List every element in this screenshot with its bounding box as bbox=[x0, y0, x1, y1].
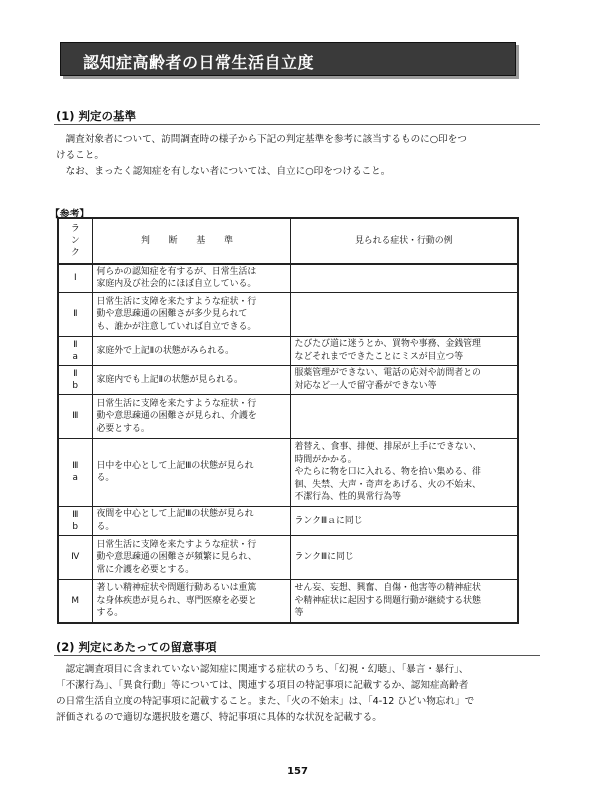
header-symptoms: 見られる症状・行動の例 bbox=[290, 218, 518, 264]
symptoms-cell bbox=[290, 438, 518, 506]
symptoms-line: 着替え、食事、排便、排尿が上手にできない、 bbox=[294, 442, 482, 453]
rank-label: Ⅱ bbox=[73, 339, 78, 350]
rank-cell bbox=[58, 535, 92, 579]
paragraph-line: 調査対象者について、訪問調査時の様子から下記の判定基準を参考に該当するものに○印をつ bbox=[56, 134, 467, 145]
criteria-cell bbox=[92, 264, 290, 292]
rank-label: Ⅱ bbox=[73, 368, 78, 379]
section2-rule bbox=[54, 655, 540, 656]
criteria-line: 何らかの認知症を有するが、日常生活は bbox=[96, 267, 257, 277]
rank-label: b bbox=[72, 521, 79, 532]
criteria-cell bbox=[92, 336, 290, 365]
criteria-cell bbox=[92, 292, 290, 336]
symptoms-line: 服薬管理ができない、電話の応対や訪問者との bbox=[294, 368, 481, 379]
table-row bbox=[58, 292, 518, 336]
rank-cell bbox=[58, 438, 92, 506]
symptoms-cell bbox=[290, 264, 518, 292]
symptoms-line: 不潔行為、性的異常行為等 bbox=[294, 491, 401, 502]
table-row bbox=[58, 506, 518, 535]
header-rank bbox=[58, 218, 92, 264]
criteria-line: 日常生活に支障を来たすような症状・行 bbox=[96, 398, 257, 409]
section2-heading: (2) 判定にあたっての留意事項 bbox=[56, 640, 217, 654]
criteria-line: も、誰かが注意していれば自立できる。 bbox=[96, 321, 257, 332]
rank-label: Ⅲ bbox=[72, 509, 79, 520]
criteria-cell bbox=[92, 365, 290, 394]
table-row bbox=[58, 264, 518, 292]
criteria-line: な身体疾患が見られ、専門医療を必要と bbox=[96, 595, 257, 606]
symptoms-line: 対応など一人で留守番ができない等 bbox=[294, 380, 437, 391]
paragraph-line: の日常生活自立度の特記事項に記載すること。また、「火の不始末」は、「4-12 ひどい物忘れ」で bbox=[56, 696, 475, 707]
title-banner bbox=[60, 42, 516, 76]
criteria-cell bbox=[92, 579, 290, 623]
symptoms-cell bbox=[290, 579, 518, 623]
table-row bbox=[58, 438, 518, 506]
criteria-line: 動や意思疎通の困難さが頻繁に見られ、 bbox=[96, 552, 257, 563]
symptoms-cell bbox=[290, 336, 518, 365]
rank-label: Ⅲ bbox=[72, 461, 79, 472]
symptoms-line: せん妄、妄想、興奮、自傷・他害等の精神症状 bbox=[294, 583, 481, 594]
paragraph-line: けること。 bbox=[56, 150, 104, 161]
rank-cell bbox=[58, 336, 92, 365]
symptoms-cell bbox=[290, 535, 518, 579]
criteria-line: 家庭内でも上記Ⅱの状態が見られる。 bbox=[96, 374, 243, 385]
table-row bbox=[58, 336, 518, 365]
criteria-cell bbox=[92, 506, 290, 535]
rank-cell bbox=[58, 506, 92, 535]
criteria-line: 家庭内及び社会的にほぼ自立している。 bbox=[96, 279, 257, 290]
paragraph-line: 認定調査項目に含まれていない認知症に関連する症状のうち、「幻視・幻聴」、「暴言・暴行」、 bbox=[56, 664, 469, 675]
criteria-line: 動や意思疎通の困難さが見られ、介護を bbox=[96, 411, 257, 422]
criteria-cell bbox=[92, 535, 290, 579]
rank-label: Ⅰ bbox=[73, 273, 77, 284]
symptoms-line: 等 bbox=[294, 608, 304, 619]
criteria-line: 日常生活に支障を来たすような症状・行 bbox=[96, 296, 257, 307]
criteria-cell bbox=[92, 394, 290, 438]
symptoms-line: や精神症状に起因する問題行動が継続する状態 bbox=[294, 595, 481, 606]
table-row bbox=[58, 365, 518, 394]
rank-label: M bbox=[71, 596, 80, 607]
symptoms-line: 時間がかかる。 bbox=[294, 454, 357, 465]
symptoms-line: ランクⅢに同じ bbox=[294, 552, 354, 563]
reference-label: 【参考】 bbox=[50, 209, 90, 220]
header-rank-char: ラ bbox=[70, 224, 80, 234]
criteria-line: 常に介護を必要とする。 bbox=[96, 564, 195, 575]
section1-rule bbox=[54, 124, 540, 125]
criteria-line: 夜間を中心として上記Ⅲの状態が見られ bbox=[96, 509, 254, 520]
criteria-line: る。 bbox=[96, 473, 115, 484]
section1-paragraph bbox=[56, 132, 534, 180]
paragraph-line: 「不潔行為」、「異食行動」等については、関連する項目の特記事項に記載するか、認知症高齢者 bbox=[56, 680, 469, 691]
criteria-cell bbox=[92, 438, 290, 506]
rank-cell bbox=[58, 365, 92, 394]
header-rank-char: ク bbox=[70, 248, 80, 258]
table-row bbox=[58, 535, 518, 579]
page-title: 認知症高齢者の日常生活自立度 bbox=[83, 53, 315, 72]
rank-label: a bbox=[72, 351, 78, 362]
symptoms-cell bbox=[290, 365, 518, 394]
criteria-line: 動や意思疎通の困難さが多少見られて bbox=[96, 309, 248, 320]
section2-paragraph bbox=[56, 662, 534, 726]
criteria-line: する。 bbox=[96, 608, 124, 619]
criteria-line: 日中を中心として上記Ⅲの状態が見られ bbox=[96, 460, 254, 471]
symptoms-cell bbox=[290, 506, 518, 535]
paragraph-line: なお、まったく認知症を有しない者については、自立に○印をつけること。 bbox=[56, 166, 391, 177]
symptoms-line: やたらに物を口に入れる、物を拾い集める、徘 bbox=[294, 467, 481, 478]
table-row bbox=[58, 394, 518, 438]
criteria-line: 家庭外で上記Ⅱの状態がみられる。 bbox=[96, 345, 234, 356]
criteria-line: る。 bbox=[96, 521, 115, 532]
rank-cell bbox=[58, 579, 92, 623]
criteria-line: 日常生活に支障を来たすような症状・行 bbox=[96, 539, 257, 550]
rank-cell bbox=[58, 394, 92, 438]
header-criteria: 判 断 基 準 bbox=[92, 218, 290, 264]
table-header-row bbox=[58, 218, 518, 264]
symptoms-cell bbox=[290, 394, 518, 438]
symptoms-line: 徊、失禁、大声・奇声をあげる、火の不始末、 bbox=[294, 479, 481, 490]
rank-label: b bbox=[72, 380, 79, 391]
symptoms-cell bbox=[290, 292, 518, 336]
rank-label: Ⅲ bbox=[72, 411, 79, 422]
criteria-line: 著しい精神症状や問題行動あるいは重篤 bbox=[96, 583, 257, 594]
criteria-table bbox=[57, 217, 519, 624]
symptoms-line: ランクⅢａに同じ bbox=[294, 515, 363, 526]
page-number: 157 bbox=[287, 766, 308, 777]
symptoms-line: などそれまでできたことにミスが目立つ等 bbox=[294, 351, 464, 362]
rank-label: a bbox=[72, 473, 78, 484]
table-row bbox=[58, 579, 518, 623]
rank-label: Ⅱ bbox=[73, 309, 78, 320]
criteria-line: 必要とする。 bbox=[96, 423, 150, 434]
section1-heading: (1) 判定の基準 bbox=[56, 109, 137, 123]
rank-label: Ⅳ bbox=[71, 552, 80, 563]
rank-cell bbox=[58, 264, 92, 292]
header-rank-char: ン bbox=[70, 236, 80, 246]
rank-cell bbox=[58, 292, 92, 336]
symptoms-line: たびたび道に迷うとか、買物や事務、金銭管理 bbox=[294, 339, 481, 350]
paragraph-line: 評価されるので適切な選択肢を選び、特記事項に具体的な状況を記載する。 bbox=[56, 712, 382, 723]
